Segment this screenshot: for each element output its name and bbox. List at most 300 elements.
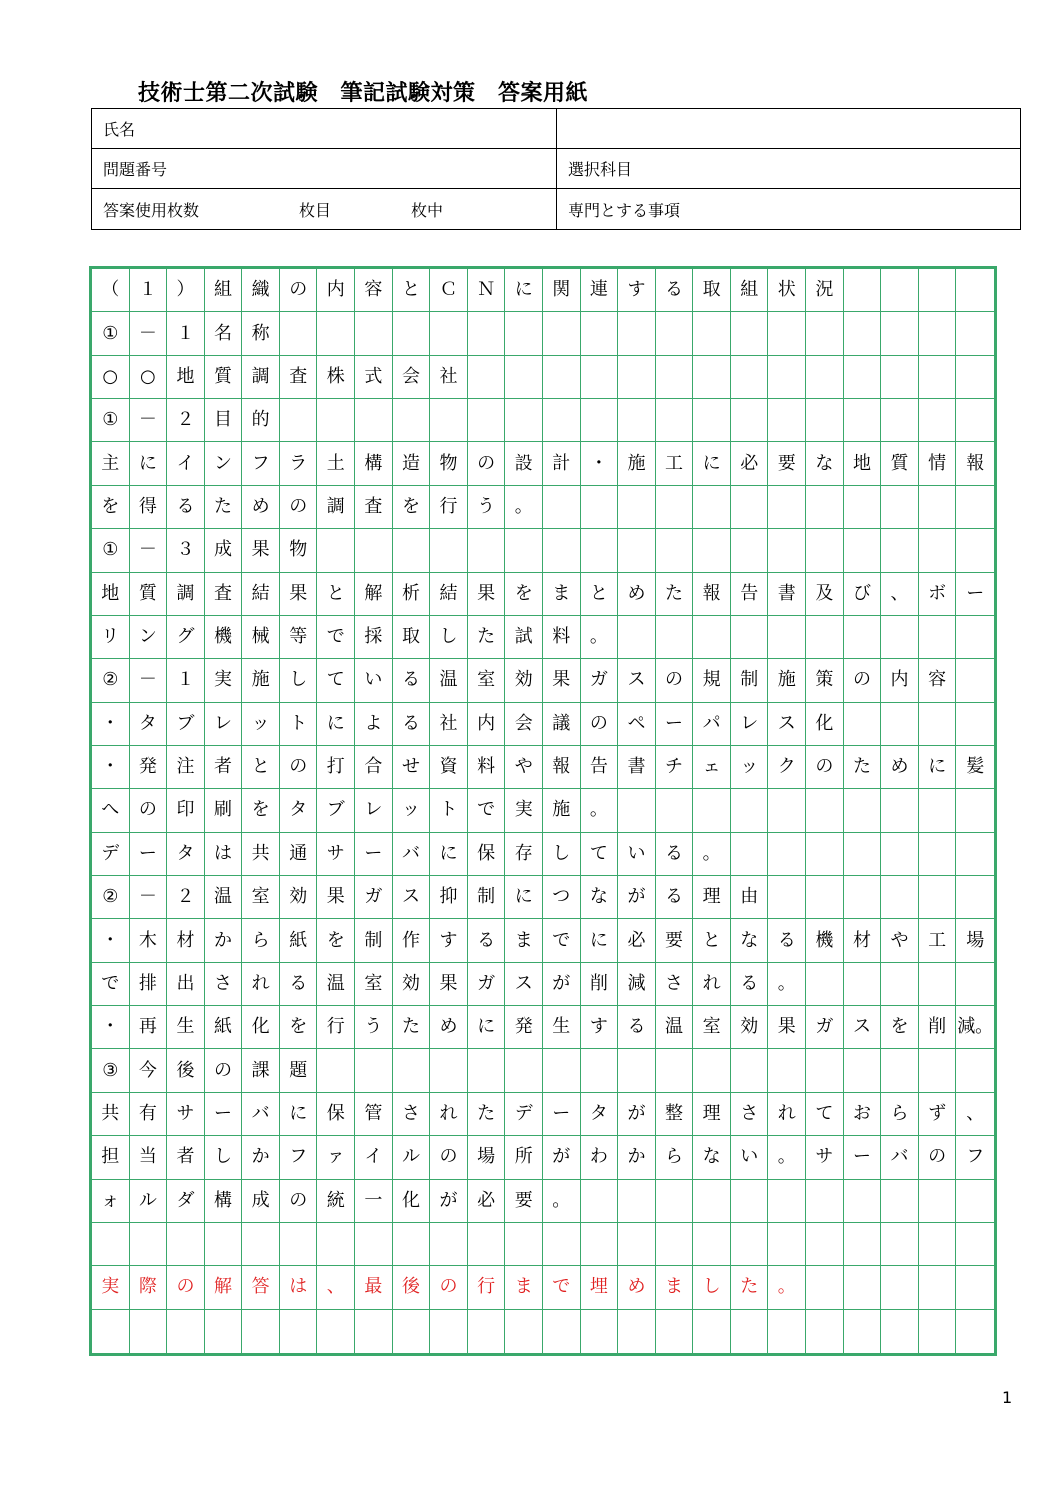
grid-cell: 調 <box>167 573 205 616</box>
grid-cell <box>393 1049 431 1092</box>
grid-cell <box>806 486 844 529</box>
grid-cell: ② <box>92 876 130 919</box>
grid-cell <box>806 789 844 832</box>
grid-cell: す <box>430 919 468 962</box>
grid-cell: 行 <box>317 1006 355 1049</box>
grid-cell: の <box>205 1049 243 1092</box>
grid-cell <box>731 1180 769 1223</box>
grid-cell: 保 <box>468 833 506 876</box>
grid-cell <box>768 356 806 399</box>
grid-cell: 設 <box>505 442 543 485</box>
grid-cell: サ <box>806 1136 844 1179</box>
grid-cell: は <box>205 833 243 876</box>
grid-cell <box>618 1180 656 1223</box>
grid-cell: 保 <box>317 1093 355 1136</box>
grid-cell <box>468 529 506 572</box>
grid-cell <box>919 833 957 876</box>
grid-cell <box>656 789 694 832</box>
grid-cell <box>618 1223 656 1266</box>
grid-cell <box>393 529 431 572</box>
grid-cell: ー <box>205 1093 243 1136</box>
grid-cell <box>844 399 882 442</box>
grid-cell: バ <box>242 1093 280 1136</box>
grid-cell <box>693 399 731 442</box>
grid-cell <box>543 1310 581 1353</box>
grid-cell <box>919 963 957 1006</box>
grid-cell: 工 <box>919 919 957 962</box>
grid-cell <box>505 399 543 442</box>
grid-cell: ー <box>656 703 694 746</box>
grid-cell: 調 <box>317 486 355 529</box>
grid-cell <box>656 616 694 659</box>
grid-cell <box>430 1049 468 1092</box>
grid-cell: や <box>881 919 919 962</box>
grid-cell: 機 <box>806 919 844 962</box>
grid-cell: グ <box>167 616 205 659</box>
grid-cell: 発 <box>130 746 168 789</box>
sheets-cell <box>92 189 557 229</box>
grid-cell: さ <box>393 1093 431 1136</box>
grid-cell <box>731 486 769 529</box>
grid-cell: を <box>92 486 130 529</box>
grid-cell: － <box>130 529 168 572</box>
grid-cell: ら <box>242 919 280 962</box>
grid-cell <box>844 269 882 312</box>
grid-cell: １ <box>167 312 205 355</box>
grid-cell: （ <box>92 269 130 312</box>
grid-cell <box>956 529 994 572</box>
grid-cell: よ <box>355 703 393 746</box>
grid-cell: 目 <box>205 399 243 442</box>
grid-cell <box>430 1223 468 1266</box>
grid-cell: ス <box>768 703 806 746</box>
grid-cell: は <box>280 1266 318 1309</box>
grid-cell: 容 <box>919 659 957 702</box>
grid-cell: 策 <box>806 659 844 702</box>
grid-cell: 試 <box>505 616 543 659</box>
grid-cell: １ <box>167 659 205 702</box>
grid-cell: か <box>242 1136 280 1179</box>
grid-cell: 髪 <box>956 746 994 789</box>
grid-cell <box>693 312 731 355</box>
grid-cell: か <box>618 1136 656 1179</box>
grid-cell: バ <box>393 833 431 876</box>
grid-cell: へ <box>92 789 130 832</box>
grid-cell: 査 <box>205 573 243 616</box>
grid-cell: ② <box>92 659 130 702</box>
grid-cell: で <box>317 616 355 659</box>
grid-cell: の <box>656 659 694 702</box>
grid-cell: 削 <box>919 1006 957 1049</box>
grid-cell: 後 <box>393 1266 431 1309</box>
grid-cell <box>656 312 694 355</box>
grid-cell <box>505 529 543 572</box>
grid-cell <box>956 1310 994 1353</box>
grid-cell <box>844 529 882 572</box>
grid-cell: ③ <box>92 1049 130 1092</box>
grid-cell: ① <box>92 312 130 355</box>
grid-cell <box>430 1310 468 1353</box>
grid-cell: 質 <box>130 573 168 616</box>
grid-cell: 実 <box>205 659 243 702</box>
grid-cell: 再 <box>130 1006 168 1049</box>
grid-cell <box>581 312 619 355</box>
grid-cell <box>242 1310 280 1353</box>
grid-cell <box>618 356 656 399</box>
grid-cell: 地 <box>167 356 205 399</box>
grid-cell: 計 <box>543 442 581 485</box>
grid-cell: な <box>806 442 844 485</box>
grid-cell: 打 <box>317 746 355 789</box>
grid-cell <box>543 312 581 355</box>
grid-cell: 生 <box>543 1006 581 1049</box>
grid-cell <box>656 399 694 442</box>
grid-cell <box>881 876 919 919</box>
grid-cell: ま <box>543 573 581 616</box>
grid-cell: し <box>280 659 318 702</box>
grid-cell: ス <box>505 963 543 1006</box>
grid-cell <box>881 1310 919 1353</box>
grid-cell: 効 <box>731 1006 769 1049</box>
grid-cell: 結 <box>242 573 280 616</box>
grid-cell <box>317 312 355 355</box>
grid-cell: 室 <box>693 1006 731 1049</box>
grid-cell: 必 <box>731 442 769 485</box>
grid-cell: れ <box>768 1093 806 1136</box>
grid-cell: 内 <box>881 659 919 702</box>
grid-cell: に <box>505 876 543 919</box>
grid-cell: た <box>468 616 506 659</box>
grid-cell: め <box>618 1266 656 1309</box>
grid-cell <box>956 269 994 312</box>
grid-cell <box>956 399 994 442</box>
grid-cell <box>731 1310 769 1353</box>
grid-cell: 減 <box>618 963 656 1006</box>
grid-cell: が <box>430 1180 468 1223</box>
grid-cell <box>768 1180 806 1223</box>
grid-cell <box>919 399 957 442</box>
grid-cell: ー <box>355 833 393 876</box>
grid-cell: 必 <box>468 1180 506 1223</box>
grid-cell <box>806 1180 844 1223</box>
grid-cell: 質 <box>881 442 919 485</box>
grid-cell: 施 <box>543 789 581 832</box>
grid-cell <box>505 356 543 399</box>
grid-cell <box>806 963 844 1006</box>
grid-cell: の <box>844 659 882 702</box>
info-row-sheets <box>92 189 1020 229</box>
grid-cell: ま <box>656 1266 694 1309</box>
grid-cell: 書 <box>618 746 656 789</box>
grid-cell <box>430 312 468 355</box>
grid-cell: 結 <box>430 573 468 616</box>
grid-cell: し <box>205 1136 243 1179</box>
grid-cell: 課 <box>242 1049 280 1092</box>
grid-cell <box>844 616 882 659</box>
grid-cell: 温 <box>430 659 468 702</box>
grid-cell: 制 <box>731 659 769 702</box>
grid-cell: 室 <box>355 963 393 1006</box>
grid-cell: を <box>881 1006 919 1049</box>
grid-cell: ブ <box>167 703 205 746</box>
grid-cell: 際 <box>130 1266 168 1309</box>
grid-cell: び <box>844 573 882 616</box>
grid-cell: な <box>693 1136 731 1179</box>
grid-cell <box>317 1049 355 1092</box>
grid-cell: や <box>505 746 543 789</box>
grid-cell: し <box>693 1266 731 1309</box>
grid-cell: る <box>768 919 806 962</box>
grid-cell: 機 <box>205 616 243 659</box>
grid-cell <box>919 789 957 832</box>
grid-cell: 査 <box>280 356 318 399</box>
grid-cell: 制 <box>355 919 393 962</box>
grid-cell <box>543 1049 581 1092</box>
grid-cell: 解 <box>205 1266 243 1309</box>
grid-cell: る <box>280 963 318 1006</box>
grid-cell: で <box>543 919 581 962</box>
grid-cell <box>844 1310 882 1353</box>
grid-cell <box>919 703 957 746</box>
grid-cell <box>468 1223 506 1266</box>
grid-cell: 効 <box>393 963 431 1006</box>
grid-cell: 排 <box>130 963 168 1006</box>
grid-cell: い <box>731 1136 769 1179</box>
grid-cell: ル <box>393 1136 431 1179</box>
grid-cell <box>581 1049 619 1092</box>
grid-cell <box>844 876 882 919</box>
grid-cell <box>731 789 769 832</box>
grid-cell: 化 <box>393 1180 431 1223</box>
grid-cell <box>693 529 731 572</box>
grid-cell <box>618 312 656 355</box>
grid-cell <box>881 399 919 442</box>
grid-cell: バ <box>881 1136 919 1179</box>
grid-cell: 統 <box>317 1180 355 1223</box>
grid-cell <box>919 876 957 919</box>
grid-cell <box>693 1223 731 1266</box>
grid-cell: れ <box>242 963 280 1006</box>
grid-cell: に <box>430 833 468 876</box>
grid-cell: 存 <box>505 833 543 876</box>
grid-cell <box>581 1223 619 1266</box>
grid-cell: 生 <box>167 1006 205 1049</box>
grid-cell: の <box>430 1136 468 1179</box>
grid-cell <box>393 312 431 355</box>
grid-cell: ・ <box>92 703 130 746</box>
grid-cell <box>956 1180 994 1223</box>
sheets-label: 答案使用枚数 <box>103 200 200 220</box>
grid-cell: 得 <box>130 486 168 529</box>
grid-cell: る <box>468 919 506 962</box>
grid-cell: 及 <box>806 573 844 616</box>
grid-cell: ァ <box>317 1136 355 1179</box>
grid-cell: ２ <box>167 876 205 919</box>
grid-cell <box>844 312 882 355</box>
grid-cell <box>844 356 882 399</box>
grid-cell: イ <box>355 1136 393 1179</box>
grid-cell: の <box>130 789 168 832</box>
grid-cell: 通 <box>280 833 318 876</box>
grid-cell <box>731 356 769 399</box>
grid-cell <box>581 1180 619 1223</box>
grid-cell: る <box>618 1006 656 1049</box>
grid-cell: め <box>242 486 280 529</box>
grid-cell: の <box>280 269 318 312</box>
grid-cell: か <box>205 919 243 962</box>
grid-cell: 要 <box>505 1180 543 1223</box>
grid-cell: タ <box>130 703 168 746</box>
grid-cell: 名 <box>205 312 243 355</box>
grid-cell <box>844 1223 882 1266</box>
grid-cell <box>505 1310 543 1353</box>
grid-cell: 況 <box>806 269 844 312</box>
grid-cell <box>806 876 844 919</box>
grid-cell <box>205 1223 243 1266</box>
grid-cell <box>806 1049 844 1092</box>
grid-cell: ら <box>656 1136 694 1179</box>
grid-cell <box>956 1223 994 1266</box>
grid-cell: る <box>656 269 694 312</box>
grid-cell <box>844 789 882 832</box>
grid-cell: ガ <box>581 659 619 702</box>
grid-cell: 組 <box>731 269 769 312</box>
grid-cell: Ｃ <box>430 269 468 312</box>
grid-cell <box>656 1049 694 1092</box>
grid-cell <box>881 1266 919 1309</box>
grid-cell: 共 <box>92 1093 130 1136</box>
grid-cell: 土 <box>317 442 355 485</box>
grid-cell <box>919 269 957 312</box>
grid-cell: ○ <box>92 356 130 399</box>
grid-cell <box>693 789 731 832</box>
grid-cell <box>543 1223 581 1266</box>
grid-cell <box>693 616 731 659</box>
grid-cell <box>881 486 919 529</box>
grid-cell: 行 <box>430 486 468 529</box>
grid-cell: 室 <box>468 659 506 702</box>
grid-cell: 造 <box>393 442 431 485</box>
grid-cell: 会 <box>393 356 431 399</box>
grid-cell <box>768 1223 806 1266</box>
grid-cell <box>844 486 882 529</box>
grid-cell <box>130 1310 168 1353</box>
grid-cell <box>806 833 844 876</box>
grid-cell: で <box>468 789 506 832</box>
grid-cell: パ <box>693 703 731 746</box>
page-title: 技術士第二次試験 筆記試験対策 答案用紙 <box>138 81 589 106</box>
subject-label: 選択科目 <box>568 160 633 179</box>
grid-cell: 。 <box>768 1136 806 1179</box>
grid-cell <box>881 1180 919 1223</box>
grid-cell: 取 <box>693 269 731 312</box>
grid-cell: と <box>317 573 355 616</box>
grid-cell <box>731 1223 769 1266</box>
grid-cell: デ <box>505 1093 543 1136</box>
grid-cell: ト <box>280 703 318 746</box>
grid-cell: ○ <box>130 356 168 399</box>
grid-cell <box>806 1223 844 1266</box>
grid-cell: 料 <box>468 746 506 789</box>
grid-cell: て <box>806 1093 844 1136</box>
grid-cell <box>806 616 844 659</box>
grid-cell: で <box>92 963 130 1006</box>
grid-cell: 報 <box>956 442 994 485</box>
name-field[interactable] <box>557 109 1020 148</box>
grid-cell: 木 <box>130 919 168 962</box>
grid-cell: 報 <box>693 573 731 616</box>
grid-cell: フ <box>242 442 280 485</box>
grid-cell: た <box>844 746 882 789</box>
grid-cell: 質 <box>205 356 243 399</box>
grid-cell: る <box>167 486 205 529</box>
grid-cell: せ <box>393 746 431 789</box>
grid-cell: 、 <box>881 573 919 616</box>
grid-cell: 査 <box>355 486 393 529</box>
grid-cell <box>919 486 957 529</box>
grid-cell: 担 <box>92 1136 130 1179</box>
grid-cell: る <box>393 659 431 702</box>
grid-cell: に <box>581 919 619 962</box>
grid-cell: で <box>543 1266 581 1309</box>
grid-cell: 作 <box>393 919 431 962</box>
grid-cell: の <box>280 1180 318 1223</box>
grid-cell <box>468 399 506 442</box>
grid-cell <box>581 356 619 399</box>
grid-cell: 効 <box>280 876 318 919</box>
grid-cell: 械 <box>242 616 280 659</box>
grid-cell: が <box>618 876 656 919</box>
grid-cell <box>355 1049 393 1092</box>
grid-cell <box>505 312 543 355</box>
grid-cell: ① <box>92 529 130 572</box>
grid-cell: 成 <box>205 529 243 572</box>
grid-cell: 報 <box>543 746 581 789</box>
grid-cell: ー <box>844 1136 882 1179</box>
grid-cell: 紙 <box>280 919 318 962</box>
grid-cell: 主 <box>92 442 130 485</box>
grid-cell: 削 <box>581 963 619 1006</box>
info-row-name <box>92 109 1020 149</box>
grid-cell: 理 <box>693 1093 731 1136</box>
grid-cell <box>956 616 994 659</box>
grid-cell: 的 <box>242 399 280 442</box>
grid-cell: る <box>393 703 431 746</box>
sheets-of-label: 枚中 <box>411 200 444 220</box>
grid-cell: ） <box>167 269 205 312</box>
grid-cell <box>693 486 731 529</box>
grid-cell: い <box>618 833 656 876</box>
grid-cell: の <box>919 1136 957 1179</box>
grid-cell <box>731 616 769 659</box>
grid-cell: 合 <box>355 746 393 789</box>
grid-cell: ラ <box>280 442 318 485</box>
grid-cell: ォ <box>92 1180 130 1223</box>
grid-cell <box>656 1223 694 1266</box>
grid-cell: し <box>430 616 468 659</box>
grid-cell: に <box>505 269 543 312</box>
grid-cell: す <box>618 269 656 312</box>
grid-cell <box>881 789 919 832</box>
grid-cell: 実 <box>92 1266 130 1309</box>
grid-cell <box>393 399 431 442</box>
grid-cell: ま <box>505 1266 543 1309</box>
grid-cell: 減。 <box>956 1006 994 1049</box>
grid-cell <box>92 1310 130 1353</box>
grid-cell: 称 <box>242 312 280 355</box>
grid-cell: 析 <box>393 573 431 616</box>
grid-cell: 資 <box>430 746 468 789</box>
